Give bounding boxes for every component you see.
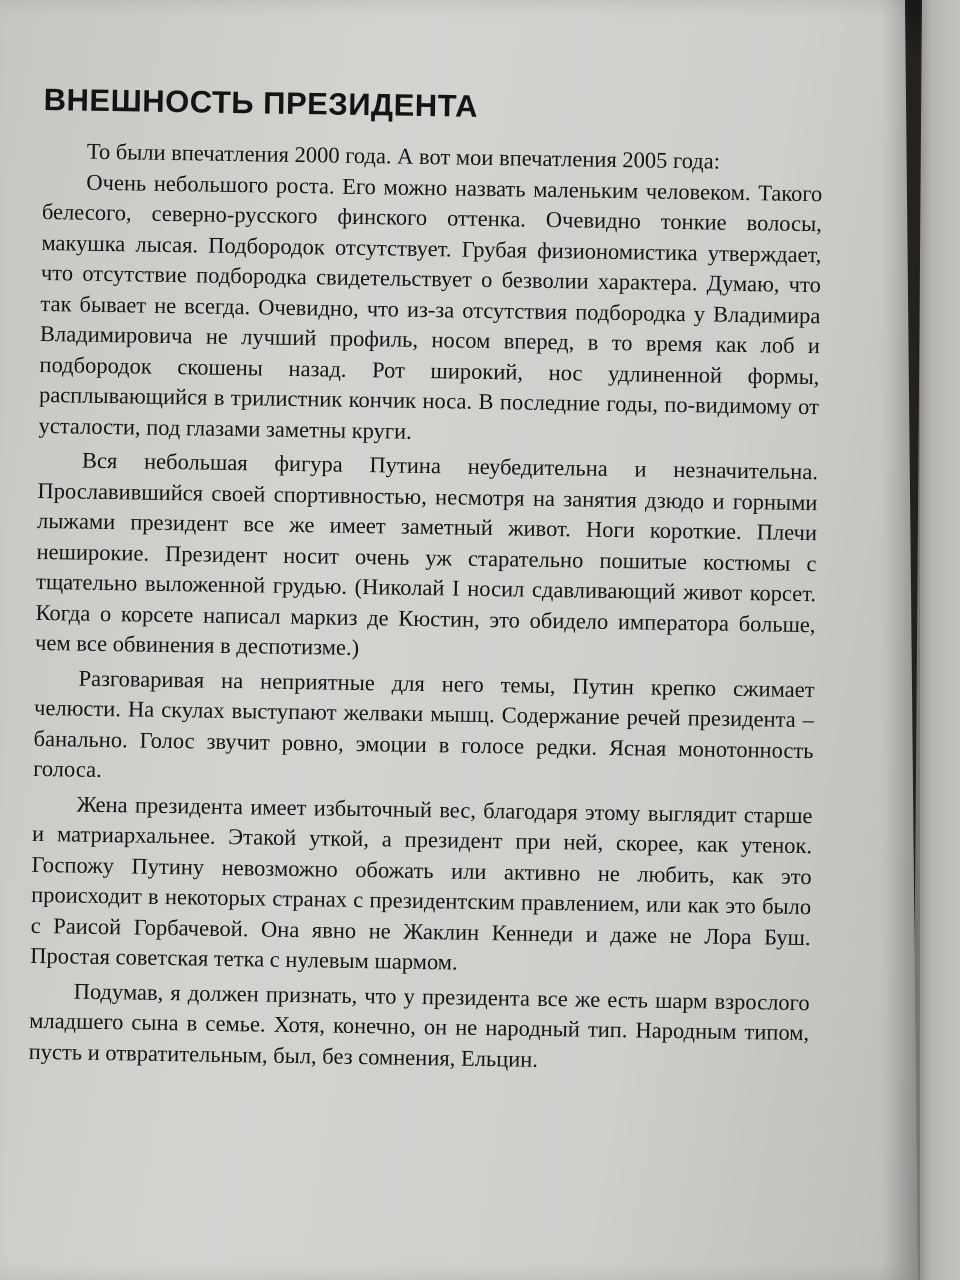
paragraph-appearance: Очень небольшого роста. Его можно назвать маленьким человеком. Такого белесого, северно-русского финского оттенка. Очевидно тонкие волосы, макушка лысая. Подбородок отсутствует. Грубая физиономистика утверждает, что отсутствие подбородка свидетельствует о безволии характера. Думаю, что так бывает не всегда. Очевидно, что из-за отсутствия подбородка у Владимира Владимировича не лучший профиль, носом вперед, в то время как лоб и подбородок скошены назад. Рот широкий, нос удлиненной формы, расплывающийся в трилистник кончик носа. В последние годы, по-видимому от усталости, под глазами заметны круги. (38, 169, 823, 444)
facing-page-edge (912, 0, 960, 1280)
page-content (28, 80, 823, 1079)
paragraph-wife: Жена президента имеет избыточный вес, благодаря этому выглядит старше и матриархальнее. Этакой уткой, а президент при ней, скорее, как утенок. Госпожу Путину невозможно обожать или активно не любить, как это происходит в некоторых странах с президентским правлением, или как это было с Раисой Горбачевой. Она явно не Жаклин Кеннеди и даже не Лора Буш. Простая советская тетка с нулевым шармом. (30, 791, 813, 975)
chapter-heading: ВНЕШНОСТЬ ПРЕЗИДЕНТА (43, 81, 479, 124)
paragraph-figure: Вся небольшая фигура Путина неубедительна и незначительна. Прославившийся своей спортивностью, несмотря на занятия дзюдо и горными лыжами президент все же имеет заметный живот. Ноги короткие. Плечи неширокие. Президент носит очень уж старательно пошитые костюмы с тщательно выложенной грудью. (Николай I носил сдавливающий живот корсет. Когда о корсете написал маркиз де Кюстин, это обидело императора больше, чем все обвинения в деспотизме.) (34, 447, 819, 661)
paragraph-charm: Подумав, я должен признать, что у президента все же есть шарм взрослого младшего сына в семье. Хотя, конечно, он не народный тип. Народным типом, пусть и отвратительным, был, без сомнения, Ельцин. (28, 978, 810, 1072)
paragraph-intro: То были впечатления 2000 года. А вот мои впечатления 2005 года: (86, 138, 721, 174)
paragraph-speech: Разговаривая на неприятные для него темы, Путин крепко сжимает челюсти. На скулах выступают желваки мышц. Содержание речей президента – банально. Голос звучит ровно, эмоции в голосе редки. Ясная монотонность голоса. (32, 665, 815, 782)
